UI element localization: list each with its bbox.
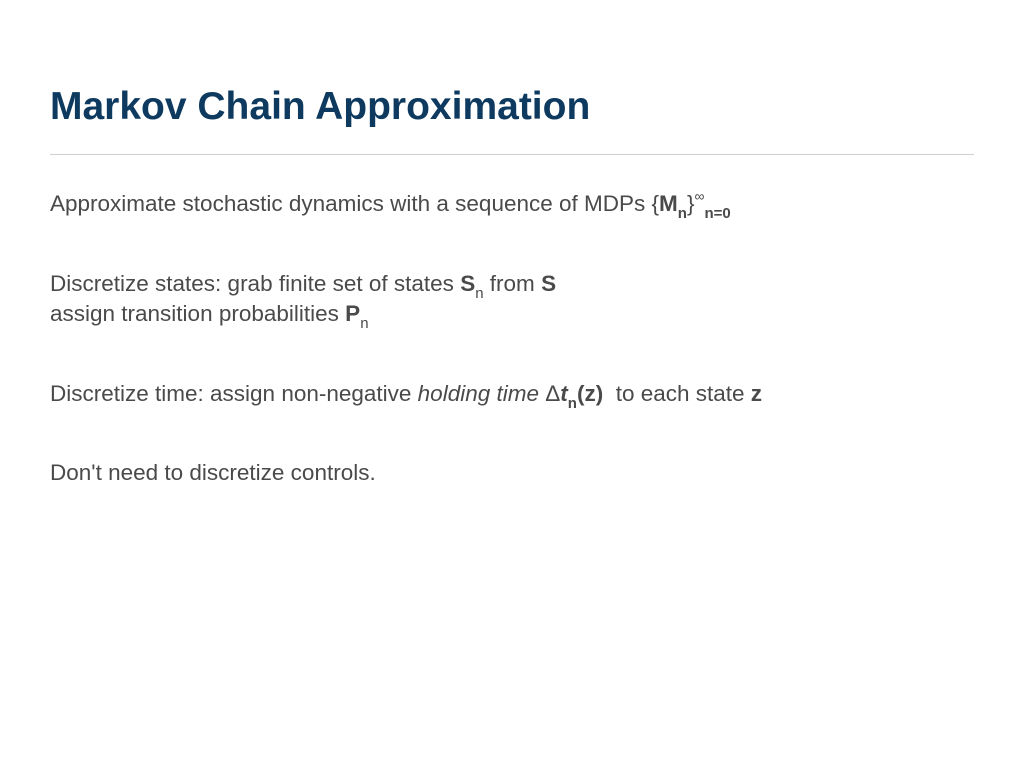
line1-M-subscript: n: [677, 205, 687, 222]
line3-holding-time: holding time: [417, 381, 539, 406]
line3-z: z: [750, 381, 763, 406]
bullet-controls: Don't need to discretize controls.: [50, 460, 376, 485]
line2-text-a: Discretize states: grab finite set of states: [50, 271, 461, 296]
title-divider: [50, 154, 974, 155]
line3-argument: (z): [576, 381, 604, 406]
line1-brace-open: {: [651, 191, 660, 216]
bullet-discretize-time: [50, 379, 763, 412]
line2-P-subscript: n: [360, 315, 369, 332]
line2-P: P: [345, 301, 361, 326]
line3-t-subscript: n: [567, 395, 577, 412]
slide-title: Markov Chain Approximation: [50, 85, 591, 128]
bullet-discretize-states: [50, 269, 557, 332]
bullet-approximate-dynamics: [50, 188, 731, 222]
line2-text-b: assign transition probabilities: [50, 301, 346, 326]
line2-from: from: [483, 271, 542, 296]
line2-S: S: [460, 271, 476, 296]
line2-S2: S: [541, 271, 557, 296]
line3-t: t: [560, 381, 568, 406]
line3-delta: Δ: [539, 381, 561, 406]
line2-S-subscript: n: [475, 285, 484, 302]
line1-text: Approximate stochastic dynamics with a sequence of MDPs: [50, 191, 652, 216]
line3-text-b: to each state: [603, 381, 751, 406]
line1-M: M: [659, 191, 678, 216]
line1-subscript: n=0: [704, 205, 731, 222]
line1-brace-close: }: [686, 191, 695, 216]
line3-text-a: Discretize time: assign non-negative: [50, 381, 418, 406]
line1-superscript: ∞: [694, 188, 705, 204]
